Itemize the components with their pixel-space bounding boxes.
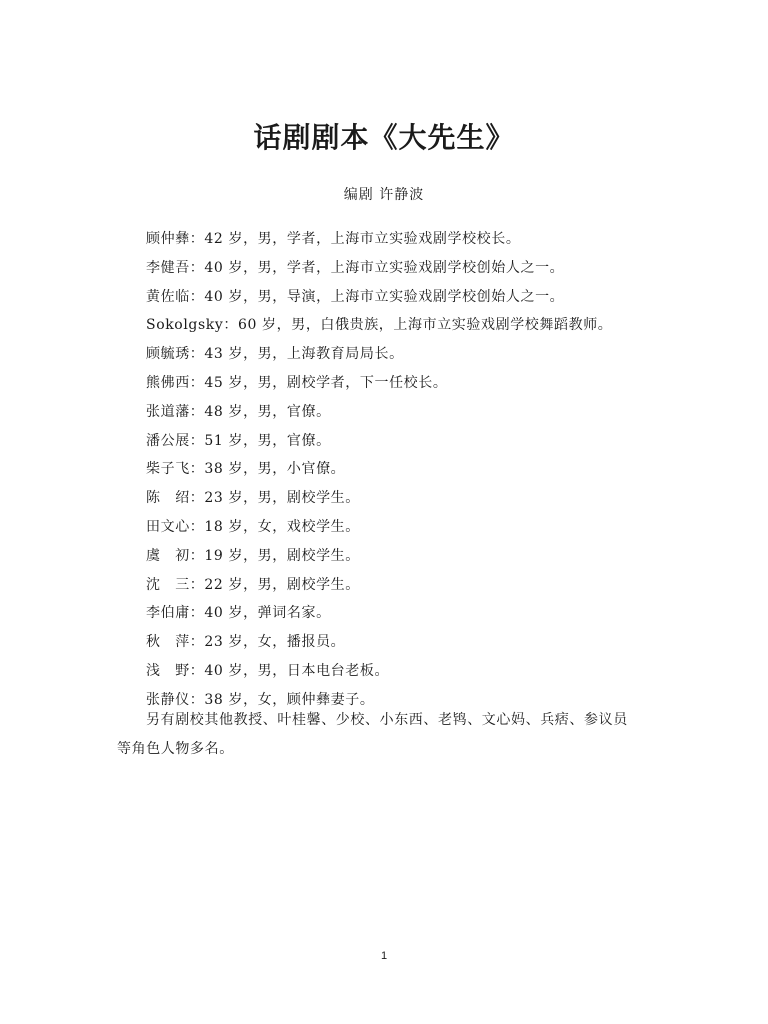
cast-item: 熊佛西：45 岁，男，剧校学者，下一任校长。 — [146, 374, 448, 391]
cast-item: 柴子飞：38 岁，男，小官僚。 — [146, 461, 346, 478]
cast-item: 黄佐临：40 岁，男，导演，上海市立实验戏剧学校创始人之一。 — [146, 288, 565, 305]
cast-item: 潘公展：51 岁，男，官僚。 — [146, 432, 331, 449]
note-line-2: 等角色人物多名。 — [117, 741, 234, 757]
cast-item: 虞 初：19 岁，男，剧校学生。 — [146, 547, 360, 564]
page-title: 话剧剧本《大先生》 — [253, 121, 515, 154]
cast-list — [0, 225, 768, 715]
page-number: 1 — [380, 950, 388, 962]
cast-item: 沈 三：22 岁，男，剧校学生。 — [146, 576, 360, 593]
author-byline: 编剧 许静波 — [343, 187, 425, 203]
cast-item: 田文心：18 岁，女，戏校学生。 — [146, 518, 360, 535]
cast-item: 张道藩：48 岁，男，官僚。 — [146, 403, 331, 420]
cast-item: 顾毓琇：43 岁，男，上海教育局局长。 — [146, 346, 404, 363]
cast-item: 陈 绍：23 岁，男，剧校学生。 — [146, 490, 360, 507]
cast-item: 浅 野：40 岁，男，日本电台老板。 — [146, 662, 390, 679]
cast-item: 李健吾：40 岁，男，学者，上海市立实验戏剧学校创始人之一。 — [146, 259, 565, 276]
cast-item: 李伯庸：40 岁，弹词名家。 — [146, 605, 331, 622]
cast-item: 顾仲彝：42 岁，男，学者，上海市立实验戏剧学校校长。 — [146, 231, 521, 247]
note-line-1: 另有剧校其他教授、叶桂馨、少校、小东西、老鸨、文心妈、兵痞、参议员 — [146, 712, 628, 728]
additional-roles-note — [117, 706, 653, 764]
cast-item: 秋 萍：23 岁，女，播报员。 — [146, 634, 346, 651]
cast-item: 张静仪：38 岁，女，顾仲彝妻子。 — [146, 691, 375, 708]
cast-item: Sokolgsky：60 岁，男，白俄贵族，上海市立实验戏剧学校舞蹈教师。 — [146, 317, 613, 334]
